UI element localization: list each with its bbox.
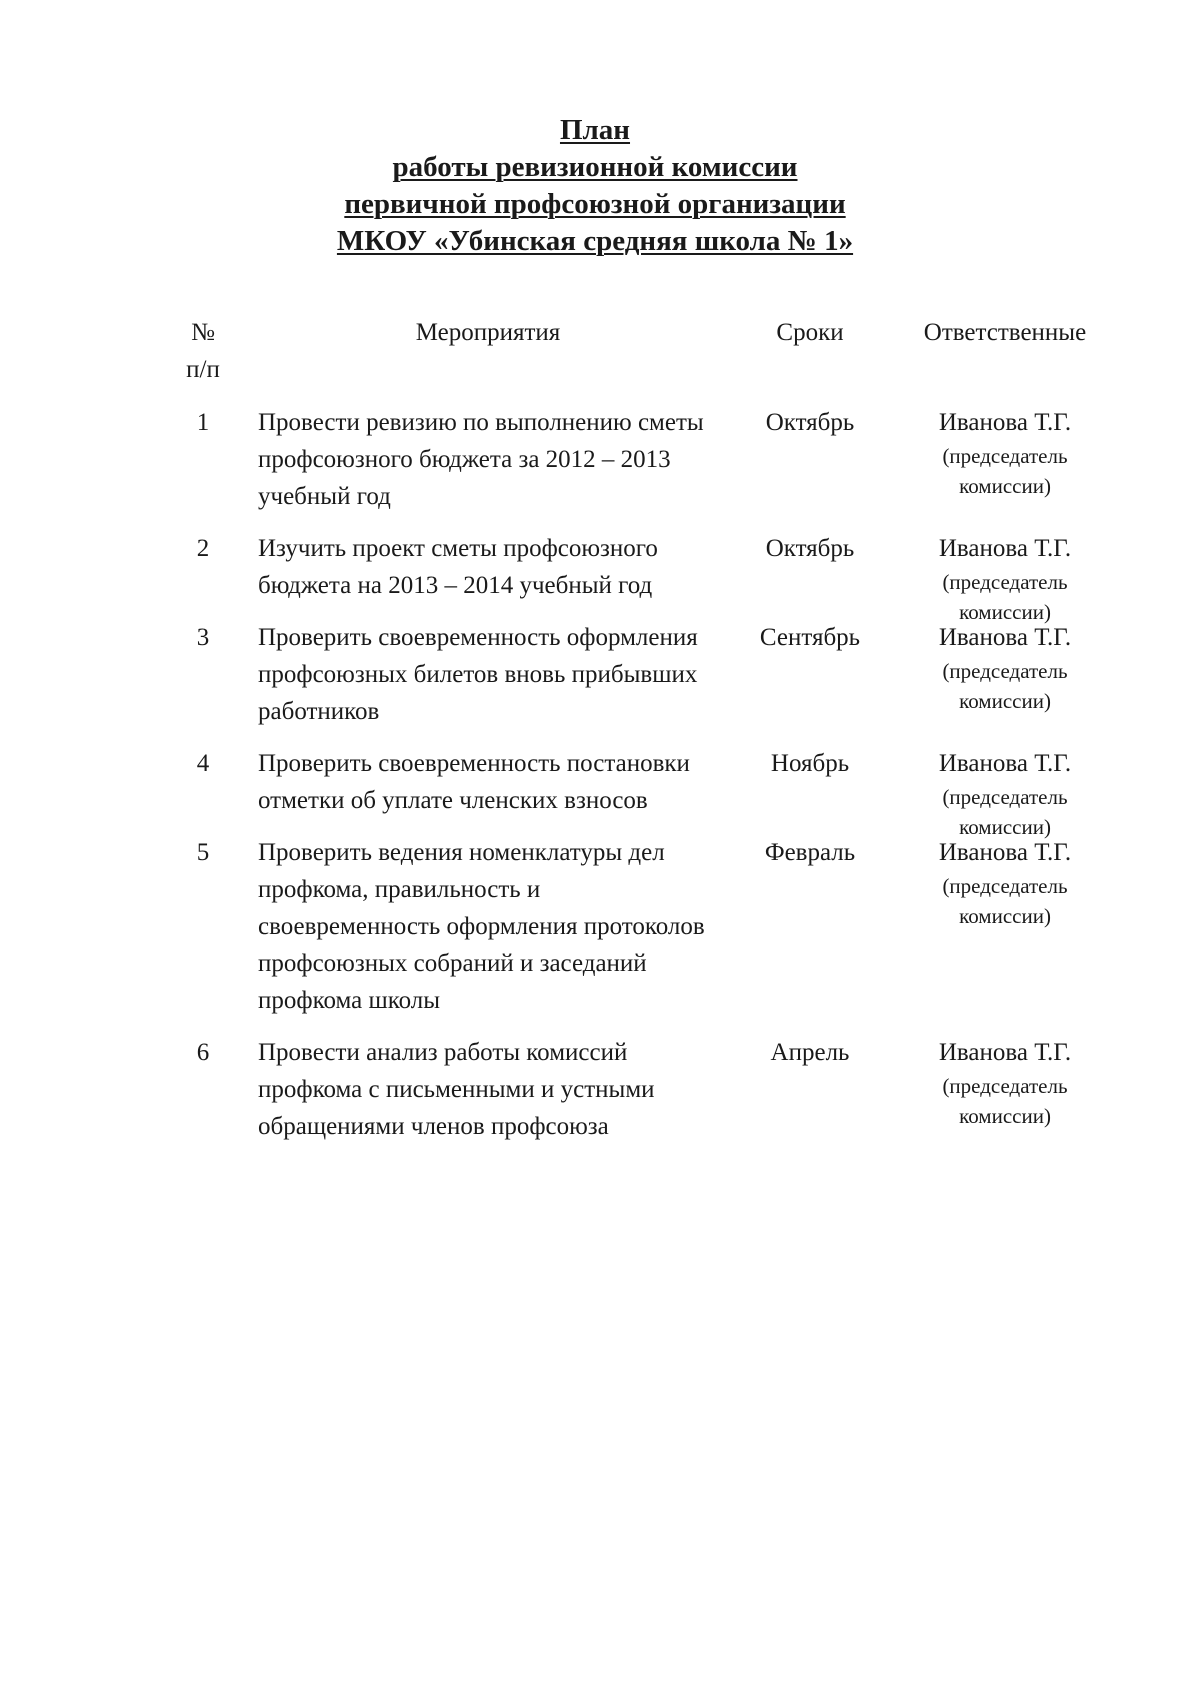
row-responsible (900, 834, 1110, 931)
row-number: 1 (196, 409, 210, 436)
row-event: Изучить проект сметы профсоюзного бюджета на 2013 – 2014 учебный год (258, 535, 658, 599)
header-number-pp: п/п (186, 356, 220, 383)
responsible-role: (председатель комиссии) (942, 1074, 1068, 1128)
title-line-school: МКОУ «Убинская средняя школа № 1» (336, 225, 854, 257)
title-line-organization: первичной профсоюзной организации (344, 188, 846, 220)
table-row (0, 530, 1190, 624)
row-date: Октябрь (765, 535, 855, 562)
document-title (0, 112, 1190, 260)
row-responsible (900, 404, 1110, 501)
table-row (0, 404, 1190, 515)
responsible-name: Иванова Т.Г. (938, 409, 1072, 436)
row-event: Провести ревизию по выполнению сметы профсоюзного бюджета за 2012 – 2013 учебный год (258, 409, 704, 510)
row-date: Апрель (770, 1039, 850, 1066)
header-responsible: Ответственные (923, 319, 1087, 346)
row-responsible (900, 619, 1110, 716)
responsible-role: (председатель комиссии) (942, 659, 1068, 713)
responsible-role: (председатель комиссии) (942, 874, 1068, 928)
row-number: 6 (196, 1039, 210, 1066)
title-line-plan: План (559, 114, 631, 146)
row-event: Проверить своевременность постановки отметки об уплате членских взносов (258, 750, 690, 814)
table-body (0, 404, 1190, 1160)
responsible-name: Иванова Т.Г. (938, 1039, 1072, 1066)
title-line-commission: работы ревизионной комиссии (392, 151, 798, 183)
row-number: 2 (196, 535, 210, 562)
row-event: Проверить ведения номенклатуры дел профкома, правильность и своевременность оформления протоколов профсоюзных собраний и заседаний профкома школы (258, 839, 705, 1014)
row-number: 5 (196, 839, 210, 866)
responsible-role: (председатель комиссии) (942, 570, 1068, 624)
responsible-role: (председатель комиссии) (942, 785, 1068, 839)
responsible-role: (председатель комиссии) (942, 444, 1068, 498)
row-date: Февраль (764, 839, 856, 866)
row-responsible (900, 1034, 1110, 1131)
row-event: Проверить своевременность оформления профсоюзных билетов вновь прибывших работников (258, 624, 698, 725)
header-dates: Сроки (776, 319, 844, 346)
table-row (0, 619, 1190, 730)
row-date: Сентябрь (759, 624, 861, 651)
responsible-name: Иванова Т.Г. (938, 535, 1072, 562)
row-date: Ноябрь (770, 750, 850, 777)
responsible-name: Иванова Т.Г. (938, 750, 1072, 777)
row-responsible (900, 745, 1110, 842)
row-date: Октябрь (765, 409, 855, 436)
row-event: Провести анализ работы комиссий профкома с письменными и устными обращениями членов профсоюза (258, 1039, 655, 1140)
row-number: 4 (196, 750, 210, 777)
table-row (0, 1034, 1190, 1145)
header-events: Мероприятия (415, 319, 561, 346)
header-number (168, 314, 238, 388)
header-number-symbol: № (191, 319, 215, 346)
row-responsible (900, 530, 1110, 627)
row-number: 3 (196, 624, 210, 651)
table-row (0, 745, 1190, 839)
responsible-name: Иванова Т.Г. (938, 624, 1072, 651)
table-row (0, 834, 1190, 1019)
responsible-name: Иванова Т.Г. (938, 839, 1072, 866)
